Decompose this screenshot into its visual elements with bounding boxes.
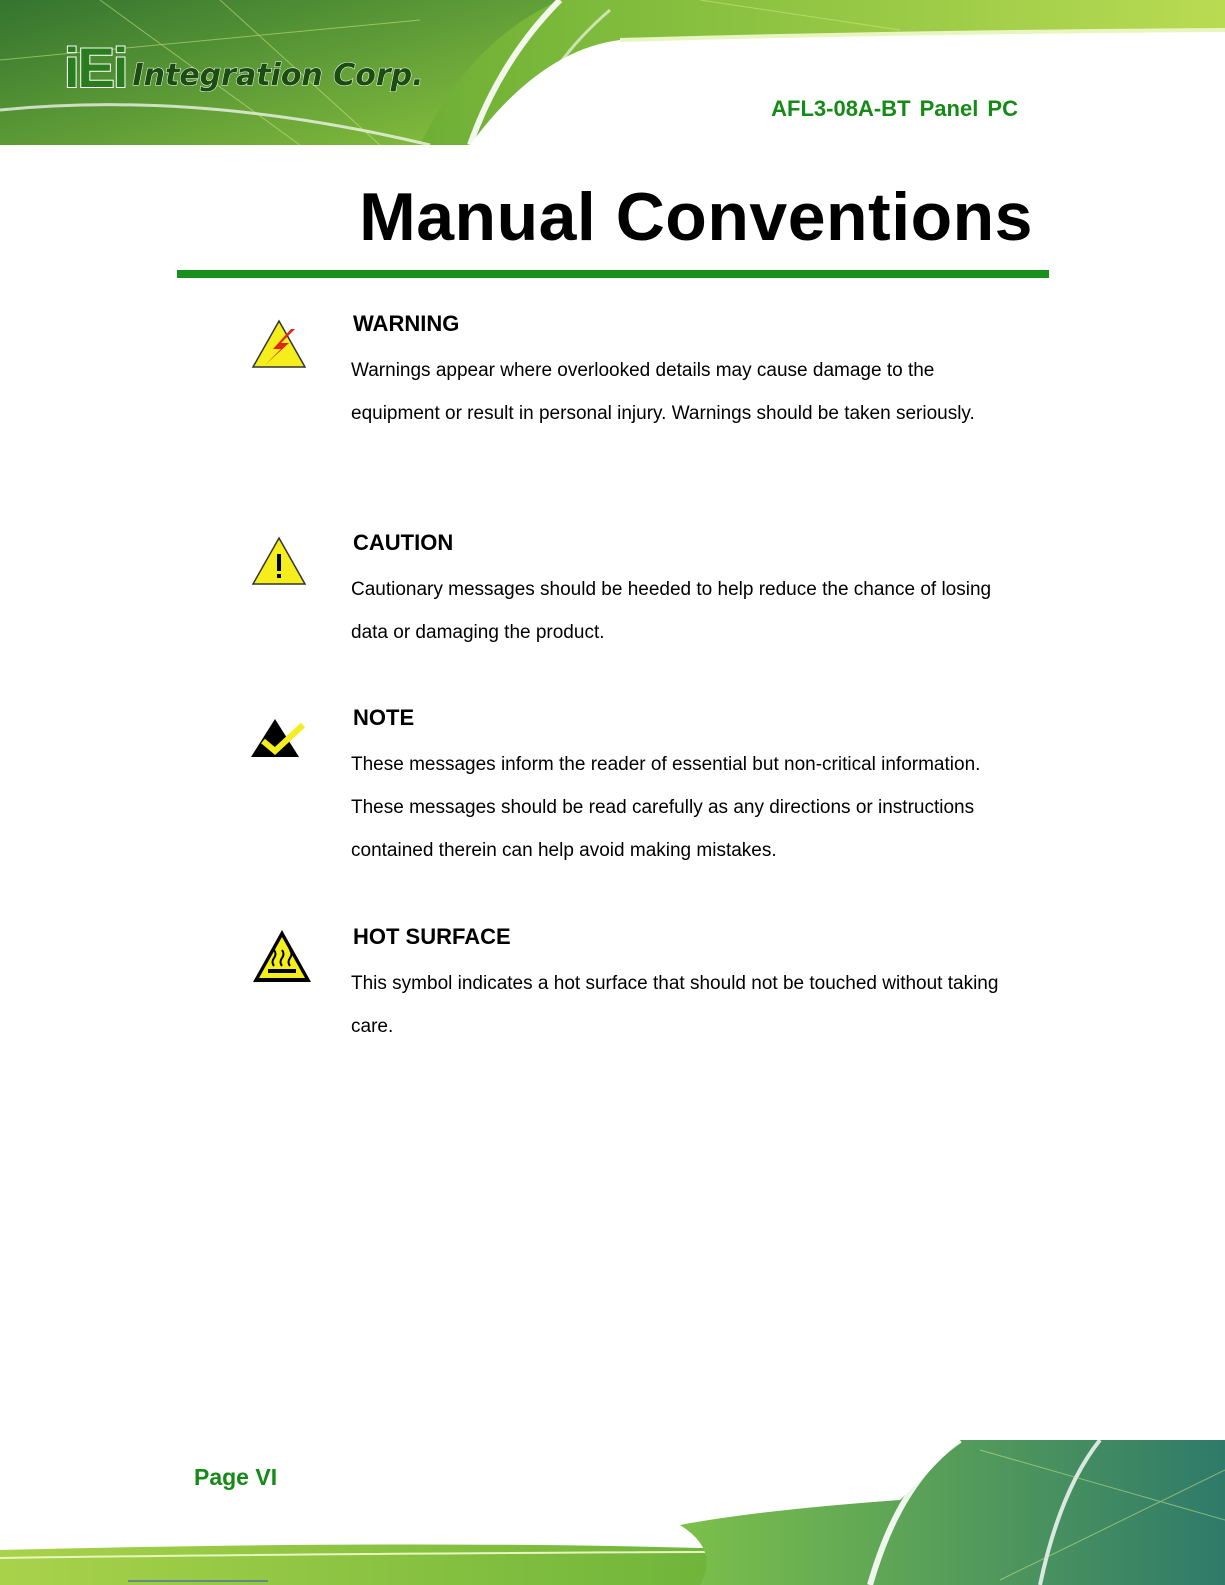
warning-heading: WARNING (353, 311, 460, 336)
company-logo (64, 36, 424, 99)
footer-banner (0, 1440, 1225, 1585)
page-title: Manual Conventions (359, 179, 1033, 255)
hot-surface-heading: HOT SURFACE (353, 924, 511, 949)
caution-text: Cautionary messages should be heeded to help reduce the chance of losing data or damaging the product. (351, 579, 992, 643)
caution-section (251, 530, 1011, 650)
caution-heading: CAUTION (353, 530, 454, 555)
hot-surface-section (251, 924, 1011, 1044)
note-checkmark-triangle-icon (251, 713, 307, 763)
warning-section (251, 311, 1011, 471)
note-section (251, 705, 1011, 875)
hot-surface-triangle-icon (251, 928, 313, 984)
title-divider (177, 270, 1049, 278)
model-title: AFL3-08A-BT Panel PC (771, 96, 1018, 121)
warning-lightning-triangle-icon (251, 319, 307, 369)
hot-surface-text: This symbol indicates a hot surface that should not be touched without taking care. (351, 973, 999, 1037)
note-text: These messages inform the reader of essential but non-critical information. These messages should be read carefully as any directions or instructions contained therein can help avoid making mistakes. (351, 754, 981, 861)
note-heading: NOTE (353, 705, 415, 730)
logo-text: Integration Corp. (132, 58, 424, 93)
page-number: Page VI (194, 1464, 278, 1490)
logo-mark: iEi (64, 36, 127, 99)
caution-exclamation-triangle-icon (251, 536, 307, 586)
warning-text: Warnings appear where overlooked details may cause damage to the equipment or result in personal injury. Warnings should be taken seriously. (351, 360, 975, 424)
